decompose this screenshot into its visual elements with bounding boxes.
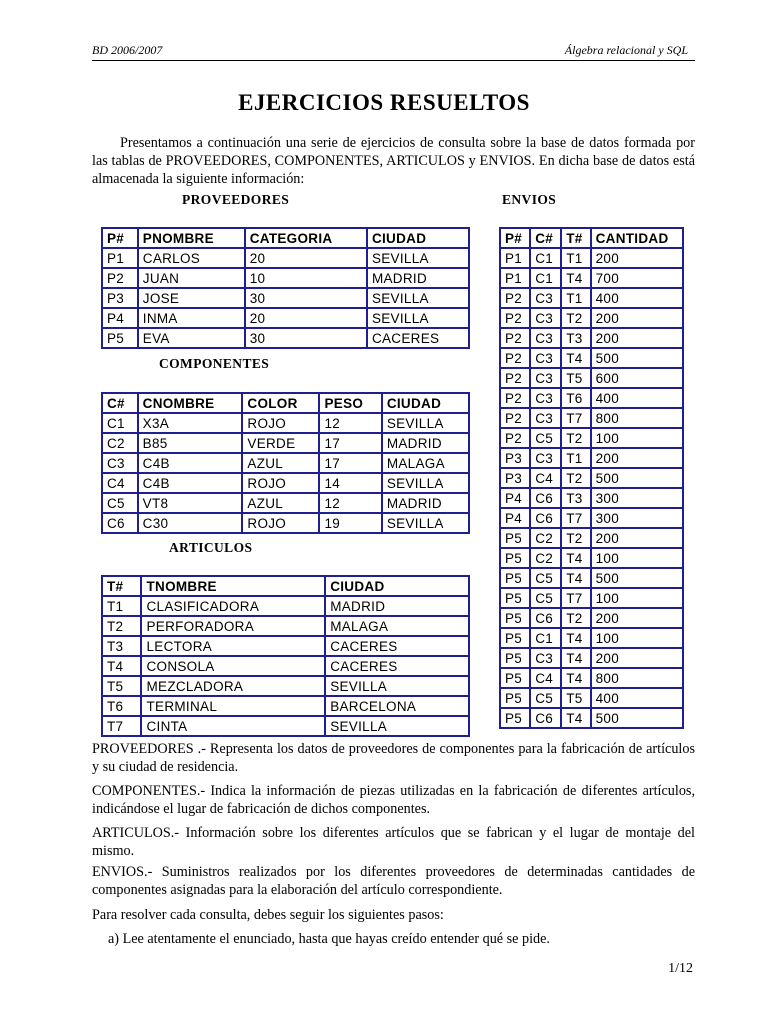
- table-cell: T2: [561, 528, 590, 548]
- table-row: [102, 453, 469, 473]
- table-cell: P2: [500, 408, 530, 428]
- table-cell: P1: [500, 248, 530, 268]
- table-cell: T4: [561, 268, 590, 288]
- table-row: [500, 588, 683, 608]
- column-header: PESO: [319, 393, 381, 413]
- table-row: [102, 616, 469, 636]
- table-cell: 800: [591, 408, 683, 428]
- table-row: [500, 528, 683, 548]
- table-cell: MEZCLADORA: [141, 676, 325, 696]
- column-header: CATEGORIA: [245, 228, 367, 248]
- table-cell: C3: [102, 453, 138, 473]
- table-cell: P2: [102, 268, 138, 288]
- table-cell: P5: [500, 548, 530, 568]
- column-header: T#: [102, 576, 141, 596]
- proveedores-header-row: [102, 228, 469, 248]
- column-header: T#: [561, 228, 590, 248]
- table-cell: C5: [530, 588, 561, 608]
- table-cell: MADRID: [382, 433, 469, 453]
- table-row: [102, 716, 469, 736]
- table-cell: 100: [591, 628, 683, 648]
- table-cell: C3: [530, 448, 561, 468]
- table-cell: 400: [591, 388, 683, 408]
- table-cell: 200: [591, 448, 683, 468]
- table-row: [102, 676, 469, 696]
- table-cell: P2: [500, 428, 530, 448]
- table-cell: C2: [530, 528, 561, 548]
- table-cell: 17: [319, 453, 381, 473]
- table-cell: BARCELONA: [325, 696, 469, 716]
- table-cell: 200: [591, 648, 683, 668]
- table-cell: P1: [102, 248, 138, 268]
- table-cell: P2: [500, 368, 530, 388]
- table-row: [500, 348, 683, 368]
- envios-table: [499, 227, 684, 729]
- table-cell: C5: [530, 428, 561, 448]
- table-cell: 200: [591, 308, 683, 328]
- table-cell: P2: [500, 328, 530, 348]
- table-cell: T2: [561, 468, 590, 488]
- table-cell: 300: [591, 488, 683, 508]
- table-cell: TERMINAL: [141, 696, 325, 716]
- table-row: [102, 473, 469, 493]
- table-cell: C30: [138, 513, 243, 533]
- table-cell: C4: [530, 668, 561, 688]
- table-cell: ROJO: [242, 413, 319, 433]
- table-cell: CONSOLA: [141, 656, 325, 676]
- table-cell: C3: [530, 368, 561, 388]
- envios-header-row: [500, 228, 683, 248]
- table-cell: P3: [102, 288, 138, 308]
- table-cell: 800: [591, 668, 683, 688]
- table-cell: 200: [591, 528, 683, 548]
- table-row: [500, 668, 683, 688]
- table-cell: P2: [500, 388, 530, 408]
- desc-proveedores: PROVEEDORES .- Representa los datos de proveedores de componentes para la fabricación de artículos y su ciudad de residencia.: [92, 741, 695, 775]
- table-cell: C1: [530, 628, 561, 648]
- articulos-table: [101, 575, 470, 737]
- table-cell: P2: [500, 288, 530, 308]
- envios-label: ENVIOS: [502, 192, 557, 207]
- table-cell: P5: [500, 628, 530, 648]
- proveedores-table: [101, 227, 470, 349]
- table-cell: T5: [561, 368, 590, 388]
- table-cell: C2: [530, 548, 561, 568]
- componentes-label: COMPONENTES: [159, 356, 270, 371]
- table-cell: P5: [500, 528, 530, 548]
- column-header: CIUDAD: [382, 393, 469, 413]
- table-cell: T3: [561, 328, 590, 348]
- articulos-label: ARTICULOS: [169, 540, 253, 555]
- table-row: [500, 248, 683, 268]
- table-cell: SEVILLA: [367, 308, 469, 328]
- table-cell: MADRID: [367, 268, 469, 288]
- table-cell: 20: [245, 248, 367, 268]
- column-header: CIUDAD: [325, 576, 469, 596]
- table-cell: C6: [530, 488, 561, 508]
- table-row: [500, 708, 683, 728]
- table-cell: 12: [319, 493, 381, 513]
- table-cell: T1: [561, 448, 590, 468]
- table-cell: T5: [561, 688, 590, 708]
- table-cell: 100: [591, 428, 683, 448]
- table-cell: T1: [561, 248, 590, 268]
- table-row: [102, 513, 469, 533]
- table-cell: T2: [102, 616, 141, 636]
- table-cell: C6: [530, 608, 561, 628]
- table-cell: C3: [530, 408, 561, 428]
- table-row: [102, 328, 469, 348]
- table-cell: 200: [591, 328, 683, 348]
- header-rule: [92, 60, 695, 61]
- table-cell: C5: [530, 688, 561, 708]
- table-row: [500, 568, 683, 588]
- table-cell: 17: [319, 433, 381, 453]
- table-cell: 100: [591, 548, 683, 568]
- table-cell: AZUL: [242, 493, 319, 513]
- table-row: [500, 388, 683, 408]
- table-row: [500, 508, 683, 528]
- table-row: [102, 268, 469, 288]
- table-cell: P1: [500, 268, 530, 288]
- table-cell: T7: [102, 716, 141, 736]
- table-cell: T7: [561, 408, 590, 428]
- componentes-table: [101, 392, 470, 534]
- table-cell: 19: [319, 513, 381, 533]
- table-row: [500, 328, 683, 348]
- table-cell: T5: [102, 676, 141, 696]
- articulos-header-row: [102, 576, 469, 596]
- table-cell: C6: [530, 508, 561, 528]
- table-cell: C5: [530, 568, 561, 588]
- desc-articulos: ARTICULOS.- Información sobre los diferentes artículos que se fabrican y el lugar de montaje del mismo.: [92, 825, 695, 859]
- table-cell: 600: [591, 368, 683, 388]
- table-row: [102, 656, 469, 676]
- table-cell: C3: [530, 388, 561, 408]
- table-cell: C4B: [138, 453, 243, 473]
- table-cell: T4: [102, 656, 141, 676]
- table-cell: 12: [319, 413, 381, 433]
- table-cell: T3: [102, 636, 141, 656]
- column-header: CNOMBRE: [138, 393, 243, 413]
- table-cell: SEVILLA: [367, 248, 469, 268]
- table-cell: P3: [500, 448, 530, 468]
- table-row: [500, 608, 683, 628]
- table-cell: 700: [591, 268, 683, 288]
- table-cell: C3: [530, 648, 561, 668]
- table-cell: INMA: [138, 308, 245, 328]
- table-cell: T1: [561, 288, 590, 308]
- table-cell: T7: [561, 508, 590, 528]
- table-cell: T4: [561, 668, 590, 688]
- table-cell: VERDE: [242, 433, 319, 453]
- table-cell: ROJO: [242, 473, 319, 493]
- table-cell: 20: [245, 308, 367, 328]
- table-cell: C3: [530, 288, 561, 308]
- table-row: [500, 488, 683, 508]
- table-cell: CACERES: [367, 328, 469, 348]
- table-cell: C1: [530, 268, 561, 288]
- header-course: BD 2006/2007: [92, 43, 163, 57]
- table-row: [102, 636, 469, 656]
- table-row: [102, 288, 469, 308]
- table-cell: T6: [102, 696, 141, 716]
- table-row: [500, 288, 683, 308]
- table-cell: T6: [561, 388, 590, 408]
- table-cell: C3: [530, 348, 561, 368]
- step-a: a) Lee atentamente el enunciado, hasta que hayas creído entender qué se pide.: [108, 931, 550, 947]
- proveedores-label: PROVEEDORES: [182, 192, 290, 207]
- column-header: CIUDAD: [367, 228, 469, 248]
- table-cell: P5: [500, 588, 530, 608]
- table-cell: C4B: [138, 473, 243, 493]
- column-header: C#: [530, 228, 561, 248]
- table-row: [500, 428, 683, 448]
- column-header: PNOMBRE: [138, 228, 245, 248]
- table-cell: P2: [500, 348, 530, 368]
- table-cell: MALAGA: [382, 453, 469, 473]
- table-row: [500, 268, 683, 288]
- componentes-header-row: [102, 393, 469, 413]
- table-cell: 500: [591, 568, 683, 588]
- page-title: EJERCICIOS RESUELTOS: [238, 90, 530, 115]
- table-cell: SEVILLA: [382, 513, 469, 533]
- intro-paragraph: Presentamos a continuación una serie de ejercicios de consulta sobre la base de datos formada por las tablas de PROVEEDORES, COMPONENTES, ARTICULOS y ENVIOS. En dicha base de datos está almacenada la siguiente información:: [92, 135, 695, 187]
- table-cell: P3: [500, 468, 530, 488]
- table-cell: LECTORA: [141, 636, 325, 656]
- desc-envios: ENVIOS.- Suministros realizados por los diferentes proveedores de determinadas cantidades de componentes asignadas para la elaboración del artículo correspondiente.: [92, 864, 695, 898]
- table-cell: VT8: [138, 493, 243, 513]
- table-cell: C6: [530, 708, 561, 728]
- page-number: 1/12: [668, 961, 693, 976]
- table-cell: P5: [102, 328, 138, 348]
- table-cell: 200: [591, 608, 683, 628]
- table-cell: CACERES: [325, 656, 469, 676]
- table-cell: 500: [591, 468, 683, 488]
- table-row: [500, 448, 683, 468]
- table-cell: T4: [561, 548, 590, 568]
- table-cell: CACERES: [325, 636, 469, 656]
- table-row: [102, 413, 469, 433]
- table-cell: 500: [591, 708, 683, 728]
- table-cell: P4: [500, 508, 530, 528]
- table-row: [102, 696, 469, 716]
- table-cell: T4: [561, 708, 590, 728]
- column-header: P#: [500, 228, 530, 248]
- table-cell: 400: [591, 688, 683, 708]
- table-cell: P2: [500, 308, 530, 328]
- table-cell: PERFORADORA: [141, 616, 325, 636]
- header-subject: Álgebra relacional y SQL: [564, 43, 688, 57]
- table-row: [102, 248, 469, 268]
- table-row: [500, 468, 683, 488]
- table-cell: SEVILLA: [367, 288, 469, 308]
- table-cell: 200: [591, 248, 683, 268]
- table-cell: P5: [500, 608, 530, 628]
- table-cell: T4: [561, 568, 590, 588]
- table-cell: 10: [245, 268, 367, 288]
- column-header: C#: [102, 393, 138, 413]
- table-row: [500, 548, 683, 568]
- table-cell: 14: [319, 473, 381, 493]
- table-row: [102, 596, 469, 616]
- table-row: [102, 433, 469, 453]
- table-cell: X3A: [138, 413, 243, 433]
- desc-componentes: COMPONENTES.- Indica la información de piezas utilizadas en la fabricación de diferentes artículos, indicándose el lugar de fabricación de dichos componentes.: [92, 783, 695, 817]
- table-cell: P4: [102, 308, 138, 328]
- table-cell: T4: [561, 348, 590, 368]
- table-cell: 30: [245, 328, 367, 348]
- table-cell: P4: [500, 488, 530, 508]
- table-cell: MALAGA: [325, 616, 469, 636]
- table-cell: T1: [102, 596, 141, 616]
- table-cell: C4: [530, 468, 561, 488]
- table-cell: AZUL: [242, 453, 319, 473]
- table-row: [500, 368, 683, 388]
- table-cell: 300: [591, 508, 683, 528]
- table-cell: CLASIFICADORA: [141, 596, 325, 616]
- table-cell: JOSE: [138, 288, 245, 308]
- table-cell: C1: [102, 413, 138, 433]
- table-cell: EVA: [138, 328, 245, 348]
- table-cell: P5: [500, 688, 530, 708]
- table-cell: C1: [530, 248, 561, 268]
- column-header: TNOMBRE: [141, 576, 325, 596]
- table-cell: ROJO: [242, 513, 319, 533]
- table-row: [500, 408, 683, 428]
- table-cell: P5: [500, 648, 530, 668]
- table-cell: 100: [591, 588, 683, 608]
- table-cell: C2: [102, 433, 138, 453]
- table-cell: C6: [102, 513, 138, 533]
- table-cell: P5: [500, 668, 530, 688]
- column-header: P#: [102, 228, 138, 248]
- table-cell: 400: [591, 288, 683, 308]
- table-row: [500, 648, 683, 668]
- column-header: COLOR: [242, 393, 319, 413]
- table-cell: T2: [561, 428, 590, 448]
- table-row: [500, 628, 683, 648]
- table-cell: T4: [561, 628, 590, 648]
- table-cell: CARLOS: [138, 248, 245, 268]
- table-cell: SEVILLA: [325, 716, 469, 736]
- table-cell: SEVILLA: [325, 676, 469, 696]
- table-cell: SEVILLA: [382, 413, 469, 433]
- table-row: [102, 493, 469, 513]
- table-cell: MADRID: [382, 493, 469, 513]
- table-cell: P5: [500, 708, 530, 728]
- table-cell: 30: [245, 288, 367, 308]
- table-cell: MADRID: [325, 596, 469, 616]
- table-cell: C3: [530, 328, 561, 348]
- table-cell: T7: [561, 588, 590, 608]
- steps-intro: Para resolver cada consulta, debes seguir los siguientes pasos:: [92, 907, 444, 923]
- table-cell: C5: [102, 493, 138, 513]
- table-cell: B85: [138, 433, 243, 453]
- table-cell: SEVILLA: [382, 473, 469, 493]
- table-cell: T2: [561, 308, 590, 328]
- table-cell: T3: [561, 488, 590, 508]
- table-row: [500, 308, 683, 328]
- table-cell: JUAN: [138, 268, 245, 288]
- table-cell: C4: [102, 473, 138, 493]
- table-row: [500, 688, 683, 708]
- table-cell: 500: [591, 348, 683, 368]
- table-cell: C3: [530, 308, 561, 328]
- column-header: CANTIDAD: [591, 228, 683, 248]
- table-cell: P5: [500, 568, 530, 588]
- table-cell: CINTA: [141, 716, 325, 736]
- table-cell: T2: [561, 608, 590, 628]
- table-row: [102, 308, 469, 328]
- table-cell: T4: [561, 648, 590, 668]
